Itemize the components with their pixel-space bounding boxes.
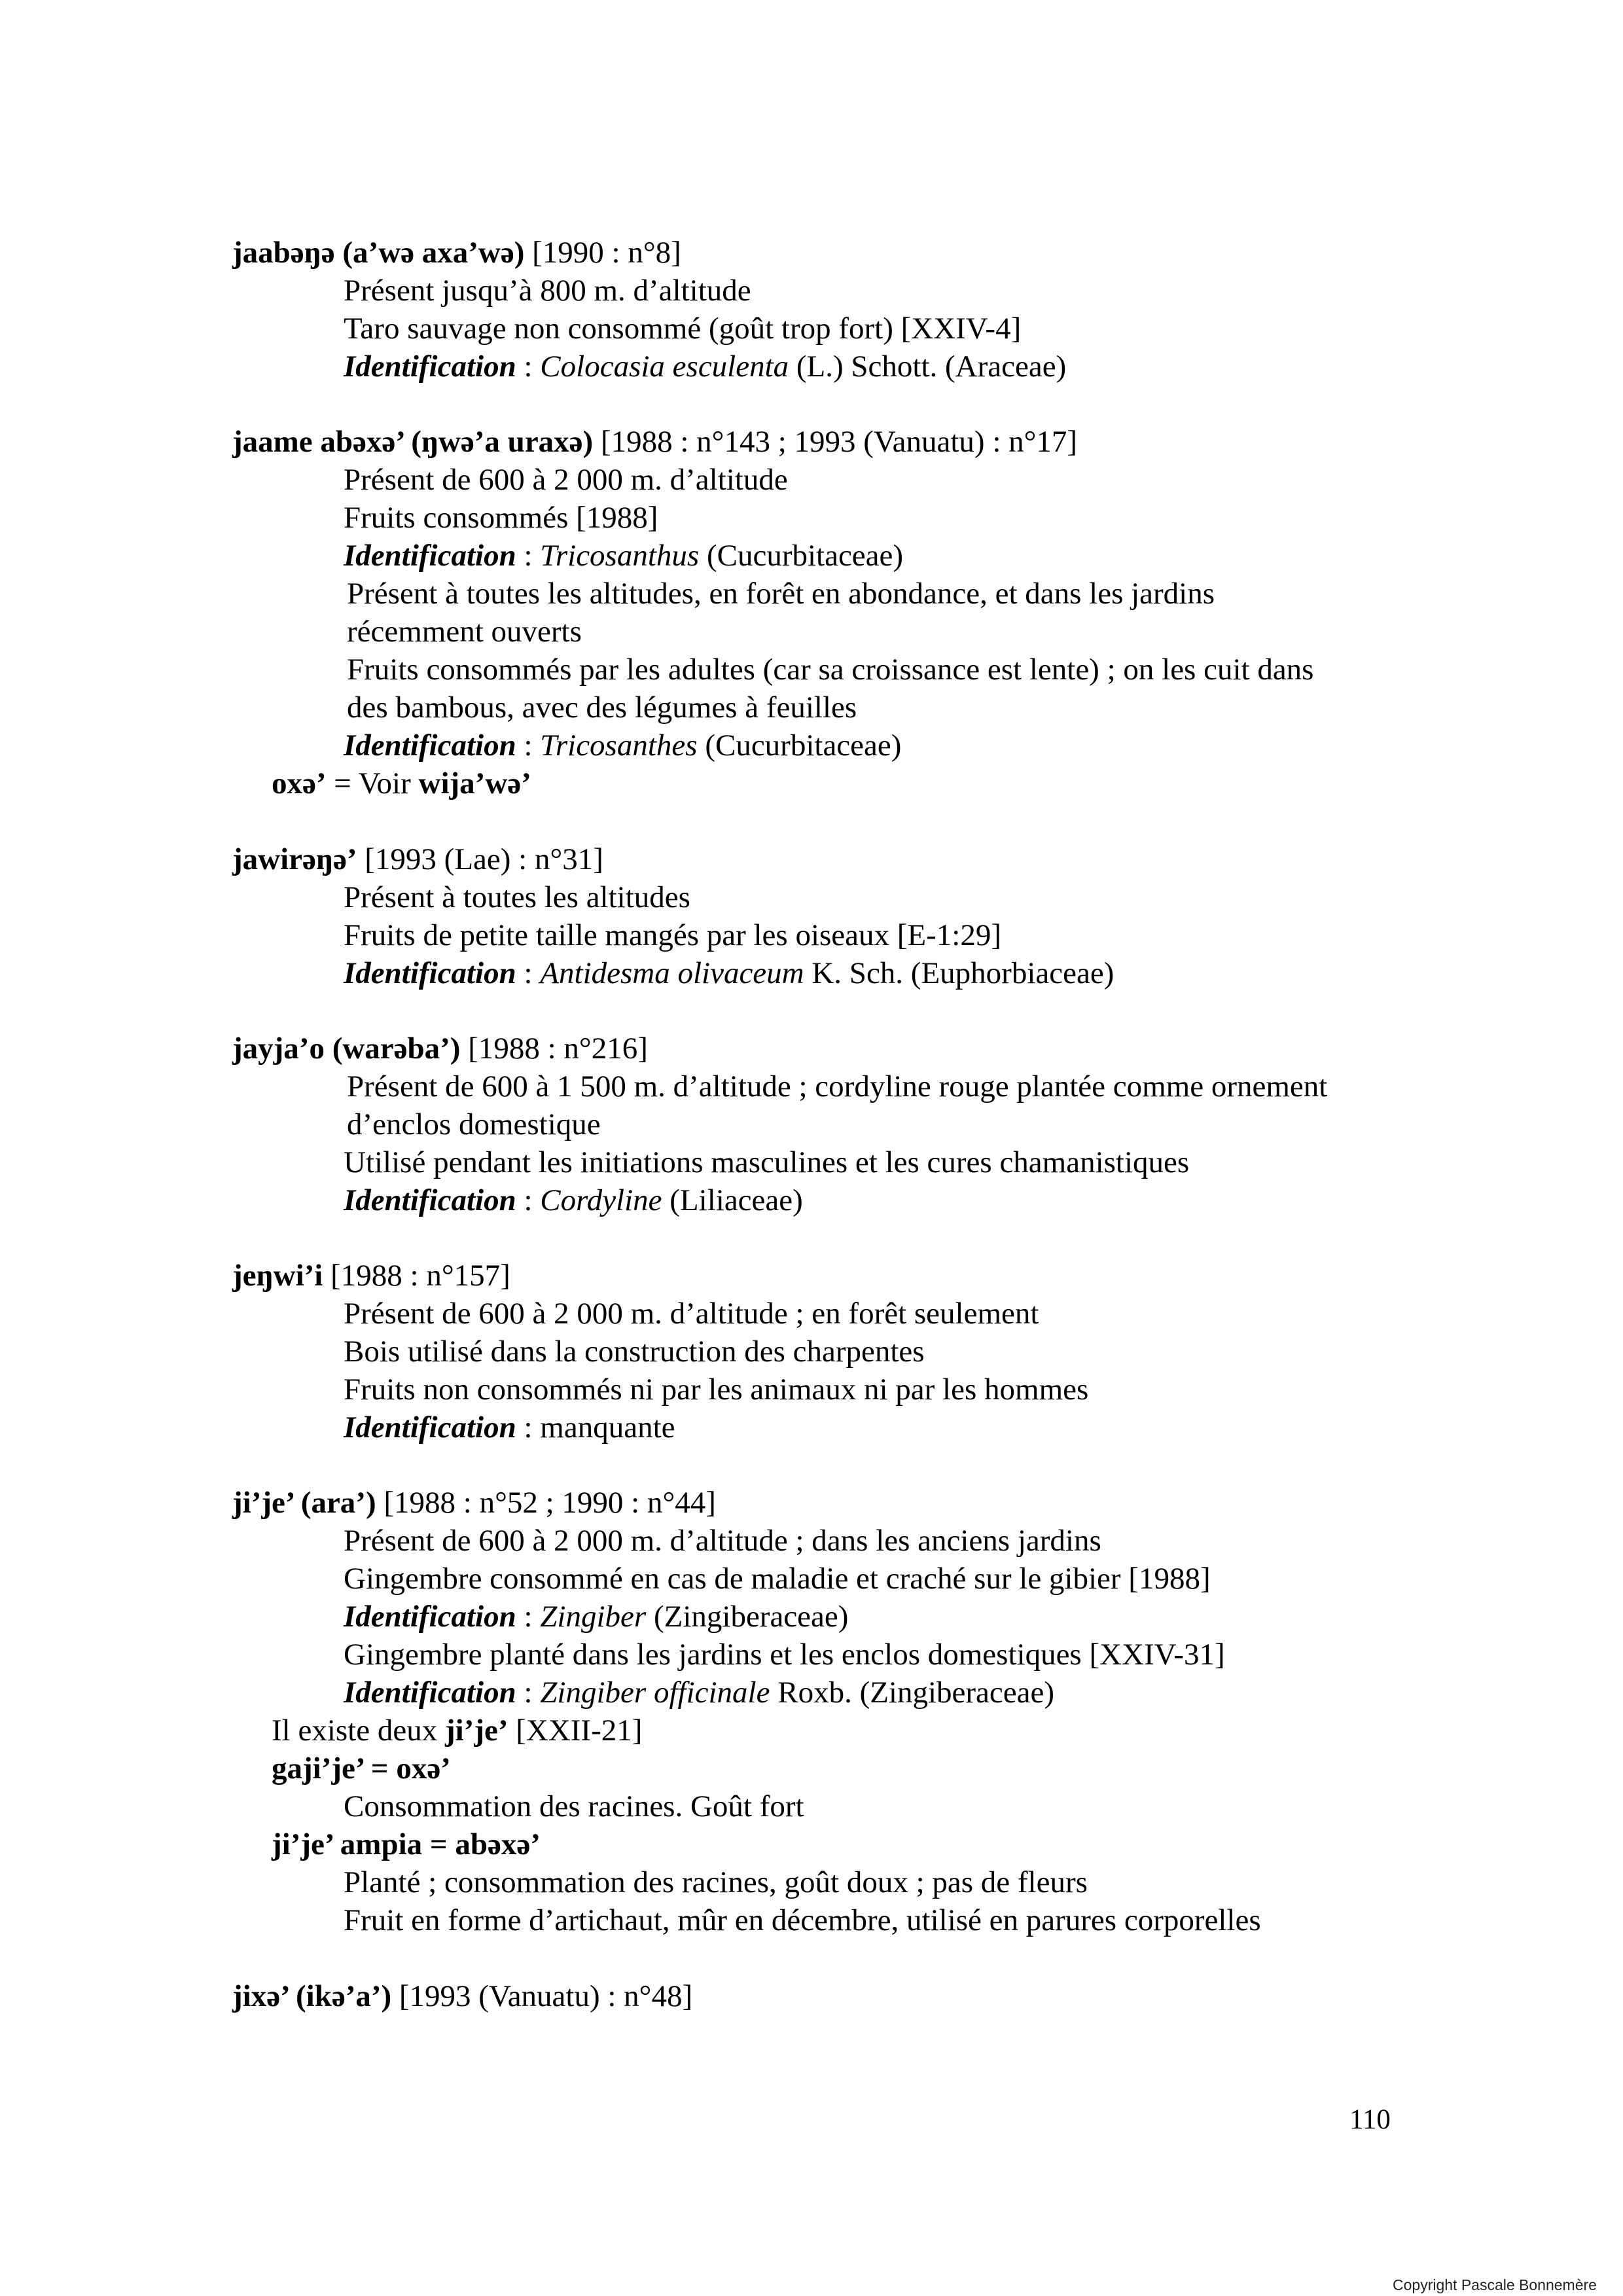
identification-label: Identification — [344, 1410, 516, 1444]
entry-line: Consommation des racines. Goût fort — [344, 1789, 804, 1823]
see-headword: oxə’ — [272, 766, 327, 800]
headword: jaabəŋə (a’wə axa’wə) — [232, 236, 525, 270]
entry-line: Présent à toutes les altitudes, en forêt en abondance, et dans les jardins — [347, 577, 1215, 611]
subentry-heading: gaji’je’ = oxə’ — [272, 1751, 451, 1785]
entry-line: Fruits de petite taille mangés par les oiseaux [E-1:29] — [344, 918, 1001, 952]
page-number: 110 — [1349, 2104, 1391, 2135]
entry-line: Présent à toutes les altitudes — [344, 880, 690, 914]
entry-line: Présent de 600 à 2 000 m. d’altitude ; dans les anciens jardins — [344, 1524, 1101, 1558]
copyright-notice: Copyright Pascale Bonnemère — [1393, 2276, 1597, 2293]
entry-reference: [1990 : n°8] — [532, 236, 681, 270]
identification-label: Identification — [344, 1600, 516, 1634]
entry-line: Taro sauvage non consommé (goût trop fort) [XXIV-4] — [344, 312, 1022, 346]
species-name: Zingiber officinale — [540, 1676, 770, 1710]
species-name: Antidesma olivaceum — [540, 956, 804, 990]
entry-line: récemment ouverts — [347, 615, 582, 649]
entry-line: des bambous, avec des légumes à feuilles — [347, 691, 857, 725]
entry-line: d’enclos domestique — [347, 1107, 601, 1141]
species-name: Colocasia esculenta — [540, 350, 789, 384]
entry-heading — [232, 234, 681, 272]
entry-heading — [232, 1977, 692, 2015]
entry-line: Gingembre planté dans les jardins et les enclos domestiques [XXIV-31] — [344, 1638, 1225, 1672]
identification-label: Identification — [344, 1183, 516, 1217]
entry-heading — [232, 1484, 716, 1522]
identification-line: Identification : Antidesma olivaceum K. Sch. (Euphorbiaceae) — [344, 956, 1115, 990]
identification-label: Identification — [344, 1676, 516, 1710]
subentry-heading: ji’je’ ampia = abəxə’ — [272, 1827, 541, 1861]
entry-line: Utilisé pendant les initiations masculines et les cures chamanistiques — [344, 1145, 1190, 1179]
entry-reference: [1988 : n°52 ; 1990 : n°44] — [383, 1486, 716, 1520]
identification-line: Identification : Cordyline (Liliaceae) — [344, 1183, 803, 1217]
entry-line: Planté ; consommation des racines, goût doux ; pas de fleurs — [344, 1865, 1088, 1899]
entry-reference: [1993 (Vanuatu) : n°48] — [399, 1979, 693, 2013]
identification-line: Identification : Zingiber (Zingiberaceae) — [344, 1600, 849, 1634]
entry-line: Fruits consommés par les adultes (car sa croissance est lente) ; on les cuit dans — [347, 653, 1314, 687]
headword: jawirəŋə’ — [232, 842, 357, 876]
entry-line: Fruits non consommés ni par les animaux ni par les hommes — [344, 1372, 1089, 1407]
identification-line: Identification : Zingiber officinale Roxb. (Zingiberaceae) — [344, 1676, 1055, 1710]
headword: ji’je’ (ara’) — [232, 1486, 376, 1520]
species-name: Tricosanthus — [540, 539, 700, 573]
cross-reference-line: oxə’ = Voir wija’wə’ — [272, 766, 531, 800]
headword: jaame abəxə’ (ŋwə’a uraxə) — [232, 425, 594, 459]
identification-label: Identification — [344, 350, 516, 384]
entry-heading — [232, 840, 603, 878]
identification-label: Identification — [344, 956, 516, 990]
entry-line: Présent de 600 à 2 000 m. d’altitude ; en forêt seulement — [344, 1297, 1039, 1331]
entry-line: Gingembre consommé en cas de maladie et craché sur le gibier [1988] — [344, 1562, 1211, 1596]
entry-heading — [232, 1257, 510, 1295]
entry-heading — [232, 1030, 648, 1067]
entry-reference: [1988 : n°143 ; 1993 (Vanuatu) : n°17] — [600, 425, 1078, 459]
identification-label: Identification — [344, 539, 516, 573]
species-name: Cordyline — [540, 1183, 662, 1217]
variety-note: Il existe deux ji’je’ [XXII-21] — [272, 1713, 643, 1748]
identification-label: Identification — [344, 728, 516, 762]
identification-line: Identification : Tricosanthes (Cucurbitaceae) — [344, 728, 902, 762]
identification-line: Identification : manquante — [344, 1410, 675, 1444]
headword: jixə’ (ikə’a’) — [232, 1979, 392, 2013]
entry-line: Bois utilisé dans la construction des charpentes — [344, 1335, 925, 1369]
entry-line: Présent de 600 à 1 500 m. d’altitude ; cordyline rouge plantée comme ornement — [347, 1069, 1328, 1103]
entry-reference: [1988 : n°157] — [330, 1259, 510, 1293]
species-name: Zingiber — [540, 1600, 647, 1634]
entry-line: Présent jusqu’à 800 m. d’altitude — [344, 274, 751, 308]
entry-reference: [1993 (Lae) : n°31] — [365, 842, 603, 876]
entry-line: Présent de 600 à 2 000 m. d’altitude — [344, 463, 788, 497]
see-target: wija’wə’ — [418, 766, 531, 800]
identification-line: Identification : Tricosanthus (Cucurbitaceae) — [344, 539, 904, 573]
entry-line: Fruit en forme d’artichaut, mûr en décembre, utilisé en parures corporelles — [344, 1903, 1261, 1937]
headword: jayja’o (warəba’) — [232, 1031, 461, 1066]
entry-heading — [232, 423, 1077, 461]
entry-line: Fruits consommés [1988] — [344, 501, 658, 535]
headword: jeŋwi’i — [232, 1259, 323, 1293]
species-name: Tricosanthes — [540, 728, 698, 762]
entry-reference: [1988 : n°216] — [468, 1031, 648, 1066]
identification-line: Identification : Colocasia esculenta (L.) Schott. (Araceae) — [344, 350, 1067, 384]
